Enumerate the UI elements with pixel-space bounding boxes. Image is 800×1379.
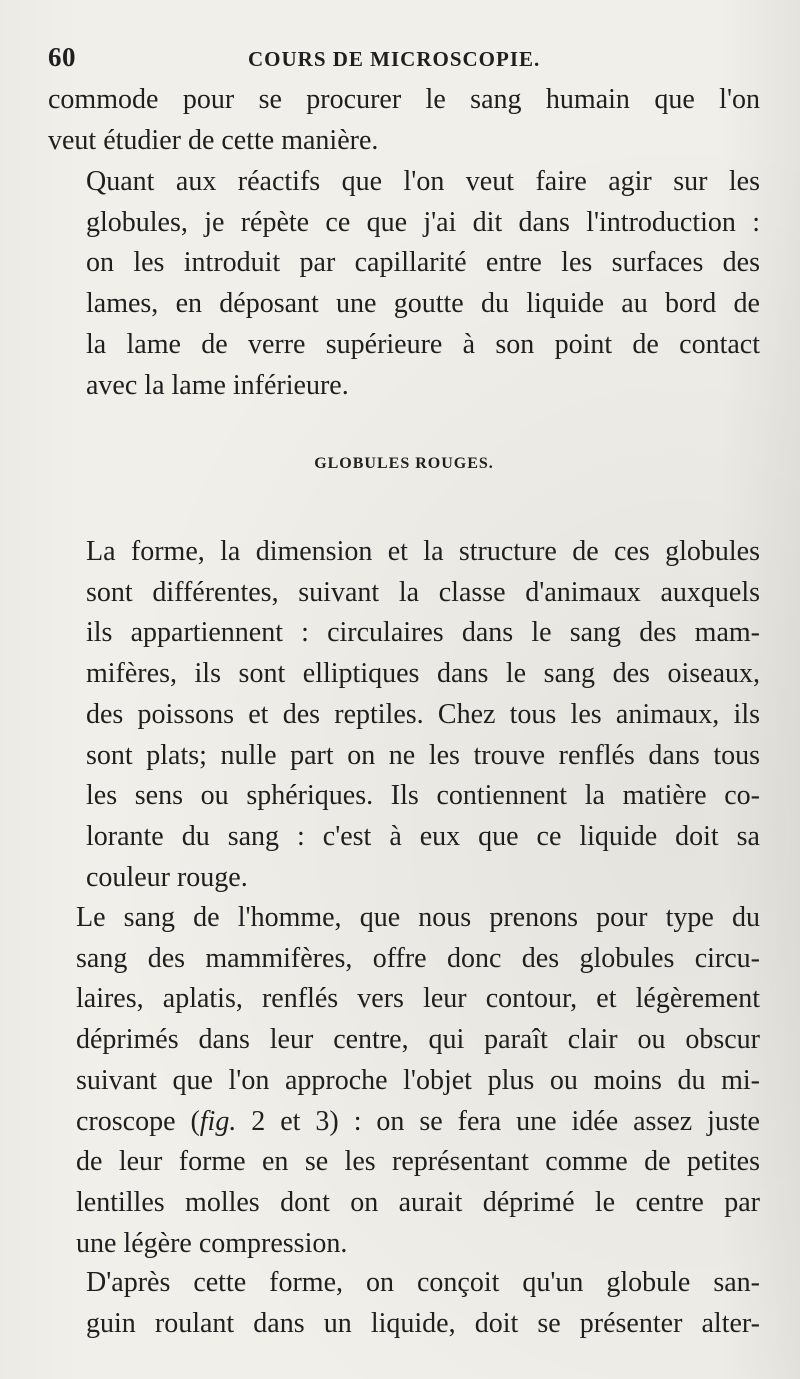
text-line: sont différentes, suivant la classe d'animaux auxquels (86, 576, 760, 608)
text-line: sang des mammifères, offre donc des globules circu- (76, 942, 760, 974)
text-line: lorante du sang : c'est à eux que ce liquide doit sa (86, 820, 760, 852)
paragraph-4 (48, 898, 760, 1264)
text-line: la lame de verre supérieure à son point de contact (86, 328, 760, 360)
paragraph-1 (48, 80, 760, 161)
text-line: les sens ou sphériques. Ils contiennent la matière co- (86, 780, 760, 812)
paragraph-2 (48, 162, 760, 406)
text-line: laires, aplatis, renflés vers leur contour, et légèrement (76, 983, 760, 1015)
text-line: commode pour se procurer le sang humain que l'on (48, 84, 760, 115)
text-line: des poissons et des reptiles. Chez tous les animaux, ils (86, 698, 760, 730)
text-line: une légère compression. (76, 1227, 348, 1259)
text-line: veut étudier de cette manière. (48, 124, 379, 156)
paragraph-3 (48, 532, 760, 898)
section-heading: GLOBULES ROUGES. (314, 455, 494, 472)
page-number: 60 (48, 42, 76, 72)
page-header (48, 40, 760, 80)
text-line: guin roulant dans un liquide, doit se présenter alter- (86, 1307, 760, 1339)
text-line: La forme, la dimension et la structure de ces globules (86, 536, 760, 567)
text-line: sont plats; nulle part on ne les trouve renflés dans tous (86, 739, 760, 771)
text-line: avec la lame inférieure. (86, 369, 349, 401)
text-line: on les introduit par capillarité entre les surfaces des (86, 247, 760, 279)
text-line: couleur rouge. (86, 861, 248, 893)
text-line: déprimés dans leur centre, qui paraît clair ou obscur (76, 1024, 760, 1056)
text-line: suivant que l'on approche l'objet plus ou moins du mi- (76, 1064, 760, 1096)
text-line: lentilles molles dont on aurait déprimé le centre par (76, 1186, 760, 1218)
text-line: de leur forme en se les représentant comme de petites (76, 1146, 760, 1178)
text-line: globules, je répète ce que j'ai dit dans l'introduction : (86, 206, 760, 238)
text-line: mifères, ils sont elliptiques dans le sang des oiseaux, (86, 658, 760, 690)
text-line: Le sang de l'homme, que nous prenons pour type du (76, 902, 760, 933)
text-line: Quant aux réactifs que l'on veut faire agir sur les (86, 166, 760, 197)
paragraph-5 (48, 1263, 760, 1344)
text-fragment: 2 et 3) : on se fera une idée assez juste (236, 1105, 760, 1137)
text-line: D'après cette forme, on conçoit qu'un globule san- (86, 1267, 760, 1298)
figure-reference: fig. (199, 1105, 237, 1137)
text-fragment: croscope ( (76, 1105, 200, 1137)
text-line: ils appartiennent : circulaires dans le sang des mam- (86, 617, 760, 649)
text-line: lames, en déposant une goutte du liquide au bord de (86, 288, 760, 320)
running-title: COURS DE MICROSCOPIE. (248, 47, 541, 71)
text-line-with-figure-ref (48, 1102, 760, 1143)
